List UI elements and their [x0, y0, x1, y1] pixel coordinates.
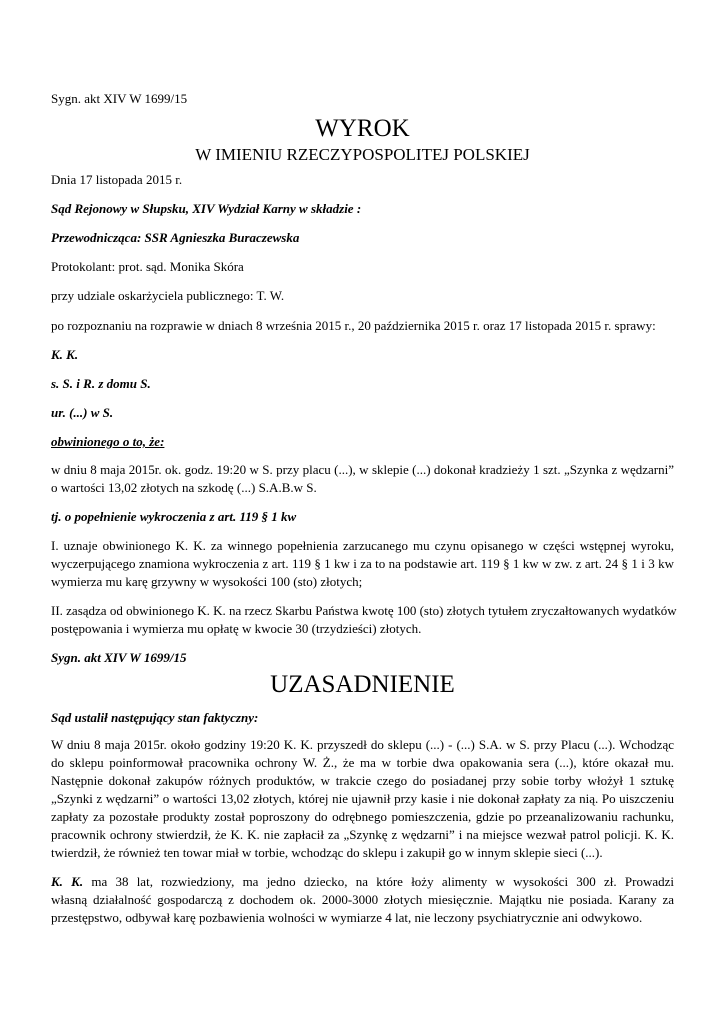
- verdict-point-1-line: I. uznaje obwinionego K. K. za winnego popełnienia zarzucanego mu czynu opisanego w części wstępnej wyroku,: [51, 538, 674, 553]
- verdict-date: Dnia 17 listopada 2015 r.: [51, 172, 183, 187]
- verdict-point-2-line: II. zasądza od obwinionego K. K. na rzecz Skarbu Państwa kwotę 100 (sto) złotych tytułem zryczałtowanych wydatków: [51, 603, 677, 618]
- defendant-birth: ur. (...) w S.: [51, 405, 114, 420]
- court-composition: Sąd Rejonowy w Słupsku, XIV Wydział Karny w składzie :: [51, 201, 362, 216]
- bio-line-text: ma 38 lat, rozwiedziony, ma jedno dziecko, na które łoży alimenty w wysokości 300 zł. Prowadzi: [83, 874, 675, 889]
- offense-qualification: tj. o popełnienie wykroczenia z art. 119 § 1 kw: [51, 509, 297, 524]
- facts-line: W dniu 8 maja 2015r. około godziny 19:20 K. K. przyszedł do sklepu (...) - (...) S.A. w S. przy Placu (...). Wchodząc: [51, 737, 674, 752]
- presiding-judge: Przewodnicząca: SSR Agnieszka Buraczewska: [51, 230, 300, 245]
- accused-heading: obwinionego o to, że:: [51, 434, 165, 449]
- bio-line: [51, 874, 674, 890]
- facts-line: zapłaty za pozostałe produkty został poproszony do odrębnego pomieszczenia, gdzie po przeanalizowaniu rachunku,: [51, 809, 674, 824]
- facts-heading: Sąd ustalił następujący stan faktyczny:: [51, 710, 259, 725]
- facts-line: pracownik ochrony stwierdził, że K. K. nie zapłacił za „Szynkę z wędzarni” i na miejsce wezwał patrol policji. K. K.: [51, 827, 674, 842]
- defendant-name: K. K.: [51, 347, 79, 362]
- charge-line: o wartości 13,02 złotych na szkodę (...) S.A.B.w S.: [51, 480, 317, 495]
- verdict-point-1-line: wyczerpującego znamiona wykroczenia z art. 119 § 1 kw i za to na podstawie art. 119 § 1 kw w zw. z art. 24 § 1 i 3 kw: [51, 556, 674, 571]
- defendant-parents: s. S. i R. z domu S.: [51, 376, 151, 391]
- justification-title: UZASADNIENIE: [270, 671, 455, 698]
- facts-line: Następnie dokonał zakupów różnych produktów, w trakcie czego do posiadanej przy sobie torby włożył 1 sztukę: [51, 773, 674, 788]
- facts-line: „Szynki z wędzarni” o wartości 13,02 złotych, której nie ujawnił przy kasie i nie dokonał zapłaty za nią. Po uiszczeniu: [51, 791, 674, 806]
- case-signature-justification: Sygn. akt XIV W 1699/15: [51, 650, 187, 665]
- bio-line: przestępstwo, odbywał karę pozbawienia wolności w wymiarze 4 lat, nie leczony psychiatrycznie ani odwykowo.: [51, 910, 643, 925]
- bio-defendant-name: K. K.: [51, 874, 84, 889]
- facts-line: do sklepu poinformował pracownika ochrony W. Ż., że ma w torbie dwa opakowania sera (...), które okazał mu.: [51, 755, 674, 770]
- bio-line: własną działalność gospodarczą z dochodem ok. 2000-3000 złotych miesięcznie. Majątku nie posiada. Karany za: [51, 892, 674, 907]
- public-prosecutor: przy udziale oskarżyciela publicznego: T. W.: [51, 288, 285, 303]
- hearing-dates: po rozpoznaniu na rozprawie w dniach 8 września 2015 r., 20 października 2015 r. oraz 17 listopada 2015 r. sprawy:: [51, 318, 656, 333]
- court-clerk: Protokolant: prot. sąd. Monika Skóra: [51, 259, 244, 274]
- facts-line: twierdził, że również ten towar miał w torbie, wchodząc do sklepu i zakupił go w innym sklepie sieci (...).: [51, 845, 603, 860]
- verdict-point-1-line: wymierza mu karę grzywny w wysokości 100 (sto) złotych;: [51, 574, 363, 589]
- verdict-subtitle: W IMIENIU RZECZYPOSPOLITEJ POLSKIEJ: [195, 145, 530, 164]
- case-signature: Sygn. akt XIV W 1699/15: [51, 91, 188, 106]
- verdict-title: WYROK: [315, 115, 410, 142]
- charge-line: w dniu 8 maja 2015r. ok. godz. 19:20 w S. przy placu (...), w sklepie (...) dokonał kradzieży 1 szt. „Szynka z wędzarni”: [51, 462, 674, 477]
- verdict-point-2-line: postępowania i wymierza mu opłatę w kwocie 30 (trzydzieści) złotych.: [51, 621, 422, 636]
